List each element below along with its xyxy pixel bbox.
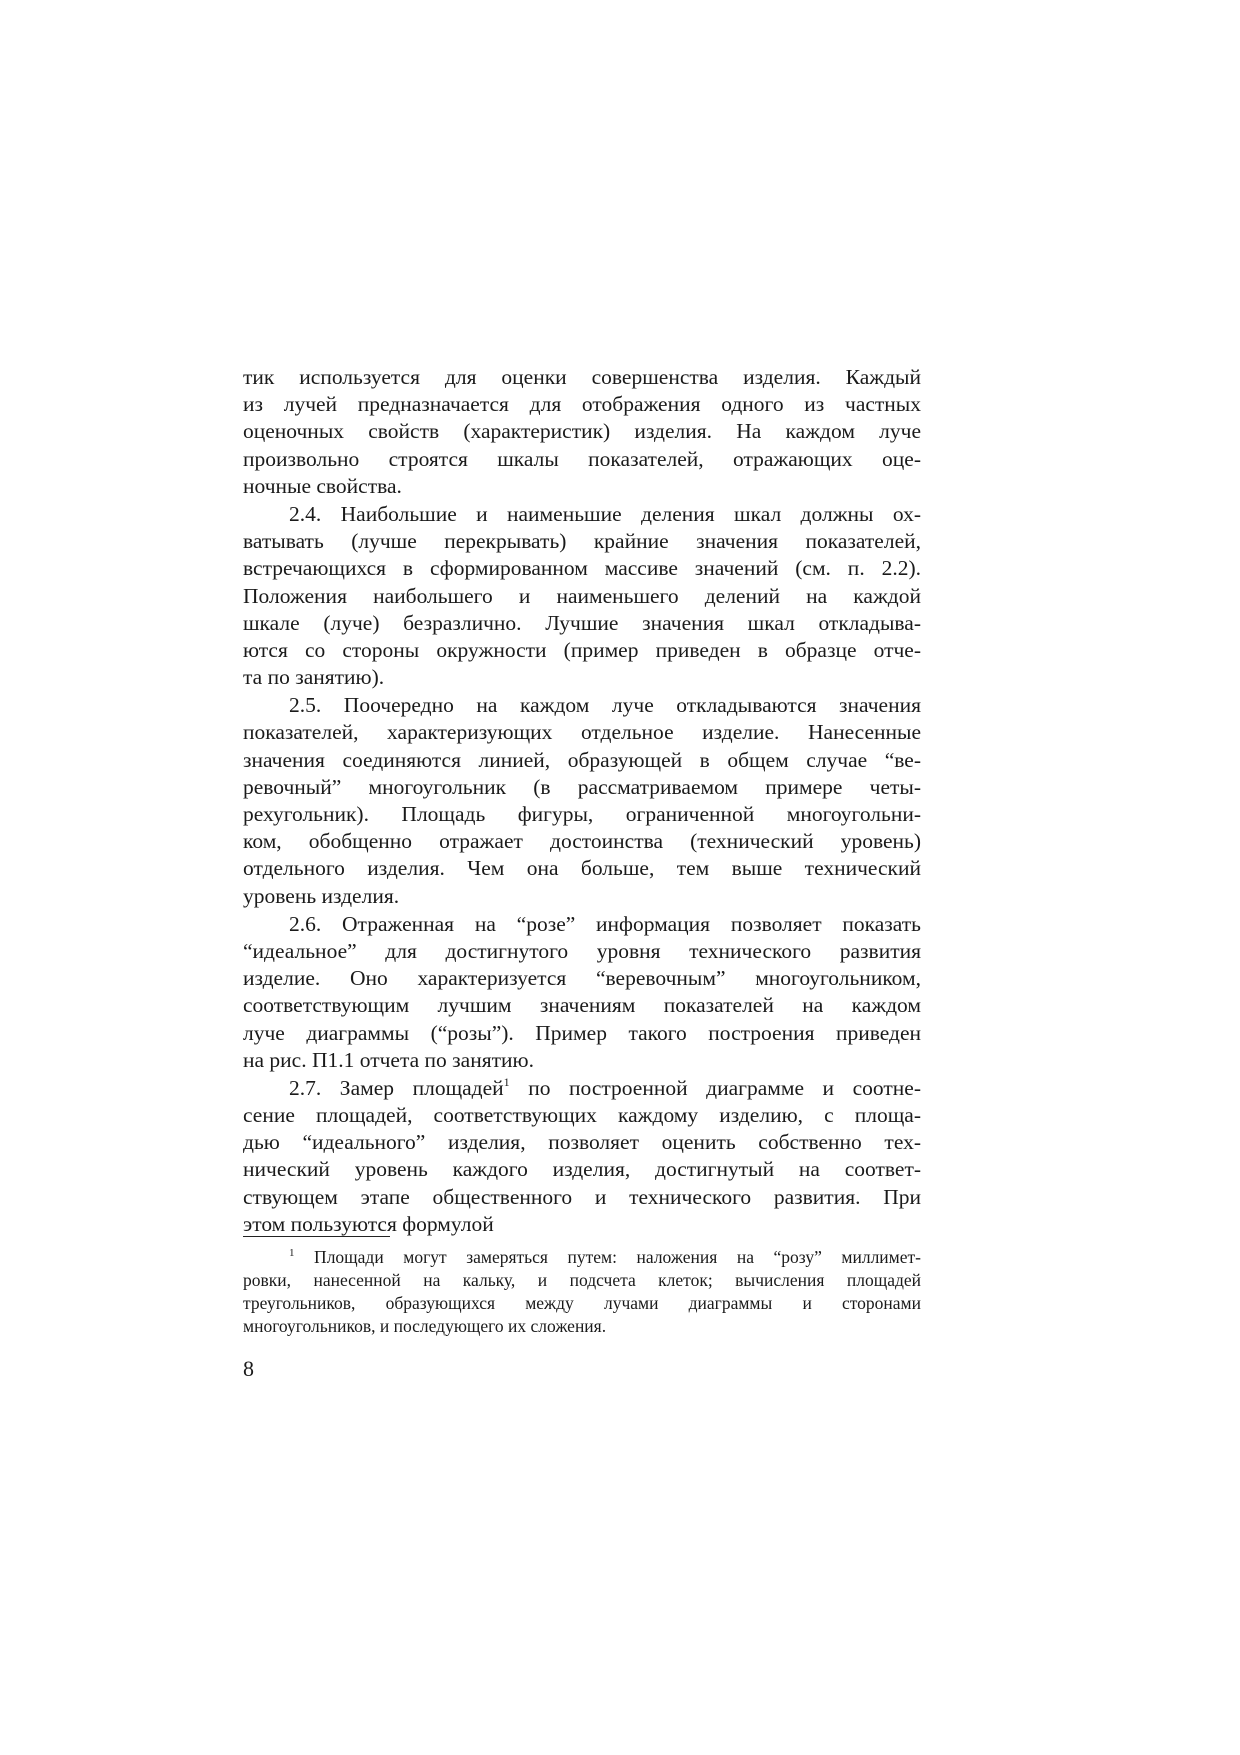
text-line: 2.4. Наибольшие и наименьшие деления шкал должны ох- xyxy=(289,501,921,526)
text-line: соответствующим лучшим значениям показателей на каждом xyxy=(243,993,921,1018)
text-line: ком, обобщенно отражает достоинства (технический уровень) xyxy=(243,829,921,854)
text-line: дью “идеального” изделия, позволяет оценить собственно тех- xyxy=(243,1130,921,1155)
footnote-line xyxy=(243,1246,921,1269)
footnote-marker: 1 xyxy=(289,1247,295,1259)
text-line: значения соединяются линией, образующей в общем случае “ве- xyxy=(243,747,921,772)
text-line: 2.5. Поочередно на каждом луче откладываются значения xyxy=(289,693,921,718)
text-line: тик используется для оценки совершенства изделия. Каждый xyxy=(243,365,921,389)
text-line-with-footnote-ref xyxy=(243,1075,921,1102)
text-line: ствующем этапе общественного и технического развития. При xyxy=(243,1184,921,1209)
text-line: уровень изделия. xyxy=(243,883,400,908)
paragraph-2-7 xyxy=(243,1075,921,1238)
footnote-line: треугольников, образующихся между лучами диаграммы и сторонами xyxy=(243,1293,921,1313)
text-line: изделие. Оно характеризуется “веревочным” многоугольником, xyxy=(243,966,921,991)
footnote-line: многоугольников, и последующего их сложения. xyxy=(243,1316,607,1336)
text-line: из лучей предназначается для отображения одного из частных xyxy=(243,392,921,417)
text-line: сение площадей, соответствующих каждому изделию, с площа- xyxy=(243,1103,921,1128)
text-line: отдельного изделия. Чем она больше, тем выше технический xyxy=(243,856,921,881)
text-line: встречающихся в сформированном массиве значений (см. п. 2.2). xyxy=(243,556,921,581)
text-line: ватывать (лучше перекрывать) крайние значения показателей, xyxy=(243,529,921,554)
text-line: ются со стороны окружности (пример приведен в образце отче- xyxy=(243,637,921,662)
text-fragment: Площади могут замеряться путем: наложения на “розу” миллимет- xyxy=(294,1247,921,1267)
text-line: “идеальное” для достигнутого уровня технического развития xyxy=(243,938,921,963)
text-fragment: по построенной диаграмме и соотне- xyxy=(509,1075,921,1100)
text-line: та по занятию). xyxy=(243,665,385,690)
text-fragment: 2.7. Замер площадей xyxy=(289,1075,504,1100)
text-line: рехугольник). Площадь фигуры, ограниченной многоугольни- xyxy=(243,802,921,826)
paragraph-2-6 xyxy=(243,911,921,1074)
footnote xyxy=(243,1246,921,1338)
text-line: оценочных свойств (характеристик) изделия. На каждом луче xyxy=(243,419,921,444)
footnote-line: ровки, нанесенной на кальку, и подсчета клеток; вычисления площадей xyxy=(243,1270,921,1290)
text-line: 2.6. Отраженная на “розе” информация позволяет показать xyxy=(289,911,921,936)
text-line: луче диаграммы (“розы”). Пример такого построения приведен xyxy=(243,1020,921,1045)
text-line: произвольно строятся шкалы показателей, отражающих оце- xyxy=(243,446,921,471)
footnote-divider xyxy=(243,1236,390,1237)
text-line: на рис. П1.1 отчета по занятию. xyxy=(243,1047,534,1072)
text-line: нический уровень каждого изделия, достигнутый на соответ- xyxy=(243,1157,921,1182)
body-text xyxy=(243,364,921,1238)
text-line: Положения наибольшего и наименьшего делений на каждой xyxy=(243,583,921,608)
text-line: показателей, характеризующих отдельное изделие. Нанесенные xyxy=(243,720,921,745)
footnote-reference: 1 xyxy=(503,1074,510,1089)
text-line: этом пользуются формулой xyxy=(243,1211,494,1236)
paragraph-2-4 xyxy=(243,501,921,691)
text-line: ревочный” многоугольник (в рассматриваемом примере четы- xyxy=(243,774,921,799)
page-number: 8 xyxy=(243,1356,254,1381)
paragraph-2-5 xyxy=(243,692,921,910)
paragraph-continuation xyxy=(243,364,921,500)
text-line: ночные свойства. xyxy=(243,473,402,498)
text-line: шкале (луче) безразлично. Лучшие значения шкал откладыва- xyxy=(243,610,921,635)
